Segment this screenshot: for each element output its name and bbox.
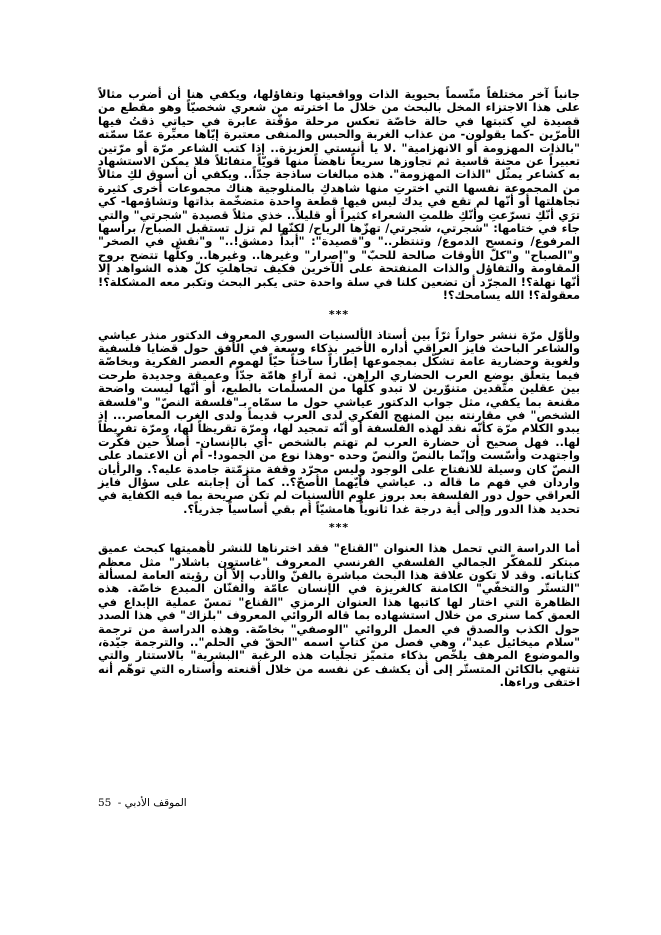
footer-dash: - (114, 797, 122, 809)
section-separator-1: *** (328, 307, 350, 321)
page-number: 55 (98, 797, 112, 809)
article-body (98, 88, 580, 690)
page-footer (98, 797, 187, 810)
paragraph-1: جانباً آخر مختلفاً متّسماً بحيوية الذات وواقعيتها وتفاؤلها، ويكفي هنا أن أضرب مثالاً على هذا الاجتزاء المخل بالبحث من خلال ما اخترته من شعري شخصيّاً وهو مقطع من قصيدة لي كتبتها في حالة خاصّة تعكس مرحلة مؤقّتة عابرة في حياتي ذقتُ فيها الأمرّين -كما يقولون- من عذاب الغربة والحبس والمنفى معتبرة إيّاها معبِّرة عمّا سمّته "بالذات المهزومة أو الانهزامية" .لا يا أنيستي العزيزة.. إذا كتب الشاعر مرّة أو مرّتين تعبيراً عن محنة قاسية ثم تجاوزها سريعاً ناهضاً منها قويّاً متفائلاً فلا يمكن الاستشهاد به كشاعر يمثّل "الذات المهزومة". هذه مبالغات ساذجة جدّاً.. ويكفي أن أسوق لكِ مثالاً من المجموعة نفسها التي اخترتِ منها شاهدكِ بالمنلوجية هناك مجموعات أخرى كثيرة تجاهلتها أو أنّها لم تقع في يدك ليس فيها قطعة واحدة متضخّمة بذاتها وتشاؤمها- كي ترَي أنّكِ تسرّعتِ وأنّكِ ظلمتِ الشعراء كثيراً أو قليلاً.. خذي مثلاً قصيدة "شجرتي" والتي جاء في ختامها: "شجرتي، شجرتي/ تهزّها الرياح/ لكنّها لم تزل تستقبل الصباح/ برأسها المرفوع/ وتمسح الدموع/ وتنتظر.." و"قصيدة": "أبداً دمشق!.." و"نقش في الصخر" و"الصباح" و"كلّ الأوقات صالحة للحبّ" و"إصرار" وغيرها.. وغيرها.. وكلّها تتضح بروح المقاومة والتفاؤل والذات المنفتحة على الآخرين فكيف تجاهلتِ كلّ هذه الشواهد إلا أنّها نهلة؟! المجرّد أن تضعين كلنا في سلة واحدة حتى يكبر البحث وتكبر معه المشكلة؟! معقولة؟! الله يسامحك؟! (98, 87, 580, 303)
paragraph-3: أما الدراسة التي تحمل هذا العنوان "القناع" فقد اخترناها للنشر لأهميتها كبحث عميق مبتكر للمفكّر الجمالي الفلسفي الفرنسي المعروف "غاستون باشلار" مثل معظم كتاباته. وقد لا تكون علاقة هذا البحث مباشرة بالفنّ والأدب إلاّ أن رؤيته العامة لمسألة "التستّر والتخفّي" الكامنة كالغريزة في الإنسان عامّة والفنّان المبدع خاصّة. هذه الظاهرة التي اختار لها كاتبها هذا العنوان الرمزي "القناع" تمسّ عملية الإبداع في العمق كما سنرى من خلال استشهاده بما قاله الروائي المعروف "بلزاك" في هذا الصدد حول الكذب والصدق في العمل الروائي "الوصفي" بخاصّة. وهذه الدراسة من ترجمة "سلام ميخائيل عيد"، وهي فصل من كتاب اسمه "الحقّ في الحلم".. والترجمة جيّدة، والموضوع المرهف يلخّص بذكاء متميّز تجلّيات هذه الرغبة "البشرية" بالاستتار والتي تنتهي بالكائن المتستّر إلى أن يكشف عن نفسه من خلال أقنعته وأستاره التي توهّم أنه اختفى وراءها. (98, 541, 580, 690)
paragraph-2: ولأوّل مرّة ننشر حواراً ثرّاً بين أستاذ الألسنيات السوري المعروف الدكتور منذر عياشي والشاعر الباحث فايز العراقي أداره الأخير بذكاء وسعة في الأفق حول قضايا فلسفية ولغوية وحضارية عامة تشكّل بمجموعها إطاراً ساخناً حيّاً لهموم العصر الفكرية وبخاصّة فيما يتعلّق بوضع العرب الحضاري الراهن. ثمة آراء هامّة جدّاً وعميقة وجديدة طرحت بين عقلين متّقدين متنوّرين لا تبدو كلّها من المسلّمات بالطبع، أو أنّها ليست واضحة مقنعة بما يكفي، مثل جواب الدكتور عياشي حول ما سمّاه بـ"فلسفة النصّ" و"فلسفة الشخص" في مقارنته بين المنهج الفكري لدى العرب قديماً ولدى الغرب المعاصر... إذ يبدو الكلام مرّة كأنّه نقد لهذه الفلسفة أو أنّه تمجيد لها، ومرّة تقريظاً لها، ومرّة تفريطاً لها.. فهل صحيح أن حضارة العرب لم تهتم بالشخص -أي بالإنسان- أصلاً حين فكّرت واجتهدت وأسّست وإنّما بالنصّ والنصّ وحده -وهذا نوع من الجمود!- أم أن الاعتماد على النصّ كان وسيلة للانفتاح على الوجود وليس مجرّد وقفة متزمّتة جامدة عليه؟. والرأيان واردان في فهم ما قاله د. عياشي فأيّهما الأصحّ؟.. كما أن إجابته على سؤال فايز العراقي حول دور الفلسفة بعد بروز علوم الألسنيات لم تكن صريحة بما فيه الكفاية في تحديد هذا الدور وإلى أية درجة غدا ثانوياً هامشيّاً أم بقي أساسياً جذرياً؟. (98, 327, 580, 516)
journal-name: الموقف الأدبي (124, 797, 187, 809)
section-separator-2: *** (328, 521, 350, 535)
